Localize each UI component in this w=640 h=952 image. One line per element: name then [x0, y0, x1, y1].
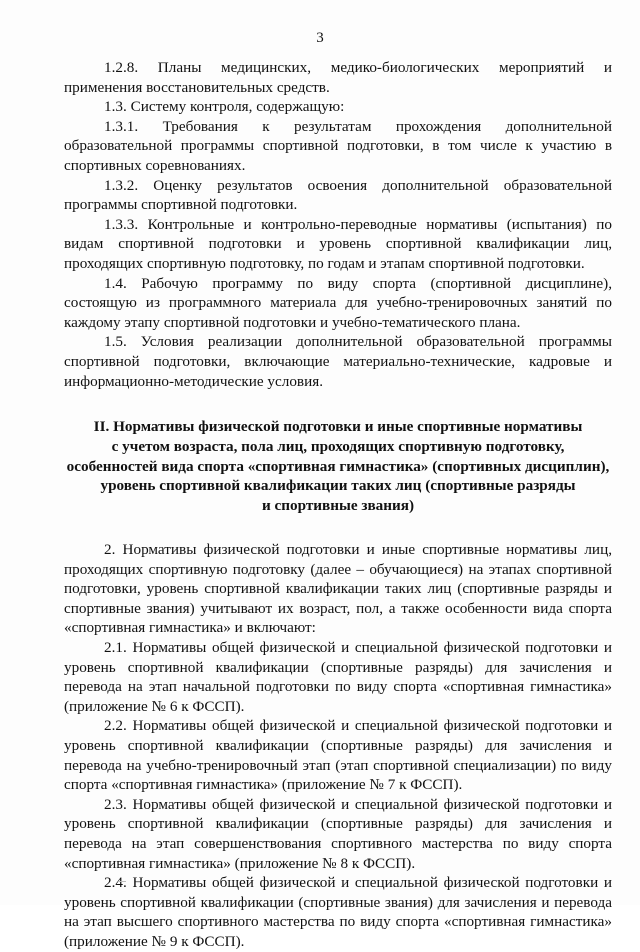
paragraph-1-5: 1.5. Условия реализации дополнительной образовательной программы спортивной подготовки, включающие материально-технические, кадровые и информационно-методические условия.: [64, 333, 612, 390]
scan-mark: [118, 877, 126, 882]
section-heading-line: II. Нормативы физической подготовки и иные спортивные нормативы: [93, 418, 583, 436]
page-number: 3: [316, 30, 324, 46]
paragraph-1-3-2: 1.3.2. Оценку результатов освоения дополнительной образовательной программы спортивной подготовки.: [64, 176, 612, 214]
paragraph-2-1: 2.1. Нормативы общей физической и специальной физической подготовки и уровень спортивной квалификации (спортивные разряды) для зачисления и перевода на этап начальной подготовки по виду спорта «спортивная гимнастика» (приложение № 6 к ФССП).: [64, 639, 612, 715]
paragraph-1-3-3: 1.3.3. Контрольные и контрольно-переводные нормативы (испытания) по видам спортивной подготовки и уровень спортивной квалификации лиц, проходящих спортивную подготовку, по годам и этапам спортивной подготовки.: [64, 215, 612, 272]
section-heading-line: с учетом возраста, пола лиц, проходящих спортивную подготовку,: [111, 437, 565, 455]
paragraph-1-3-1: 1.3.1. Требования к результатам прохождения дополнительной образовательной программы спортивной подготовки, в том числе к участию в спортивных соревнованиях.: [64, 117, 612, 174]
paragraph-2: 2. Нормативы физической подготовки и иные спортивные нормативы лиц, проходящих спортивную подготовку (далее – обучающиеся) на этапах спортивной подготовки, уровень спортивной квалификации таких лиц (спортивные разряды и спортивные звания) учитывают их возраст, пол, а также особенности вида спорта «спортивная гимнастика» и включают:: [64, 541, 612, 637]
paragraph-2-2: 2.2. Нормативы общей физической и специальной физической подготовки и уровень спортивной квалификации (спортивные разряды) для зачисления и перевода на учебно-тренировочный этап (этап спортивной специализации) по виду спорта «спортивная гимнастика» (приложение № 7 к ФССП).: [64, 717, 612, 794]
paragraph-1-3: 1.3. Систему контроля, содержащую:: [104, 98, 345, 116]
section-heading: [64, 417, 612, 516]
paragraph-2-4: 2.4. Нормативы общей физической и специальной физической подготовки и уровень спортивной квалификации (спортивные звания) для зачисления и перевода на этап высшего спортивного мастерства по виду спорта «спортивная гимнастика» (приложение № 9 к ФССП).: [64, 874, 612, 950]
section-heading-line: и спортивные звания): [261, 497, 415, 515]
paragraph-1-4: 1.4. Рабочую программу по виду спорта (спортивной дисциплине), состоящую из программного материала для учебно-тренировочных занятий по каждому этапу спортивной подготовки и учебно-тематического плана.: [64, 274, 612, 331]
paragraph-2-3: 2.3. Нормативы общей физической и специальной физической подготовки и уровень спортивной квалификации (спортивные разряды) для зачисления и перевода на этап совершенствования спортивного мастерства по виду спорта «спортивная гимнастика» (приложение № 8 к ФССП).: [64, 795, 612, 872]
paragraph-1-2-8: 1.2.8. Планы медицинских, медико-биологических мероприятий и применения восстановительных средств.: [64, 59, 612, 96]
document-body: [64, 58, 612, 952]
section-heading-line: особенностей вида спорта «спортивная гимнастика» (спортивных дисциплин),: [66, 457, 610, 475]
section-heading-line: уровень спортивной квалификации таких лиц (спортивные разряды: [100, 477, 576, 495]
